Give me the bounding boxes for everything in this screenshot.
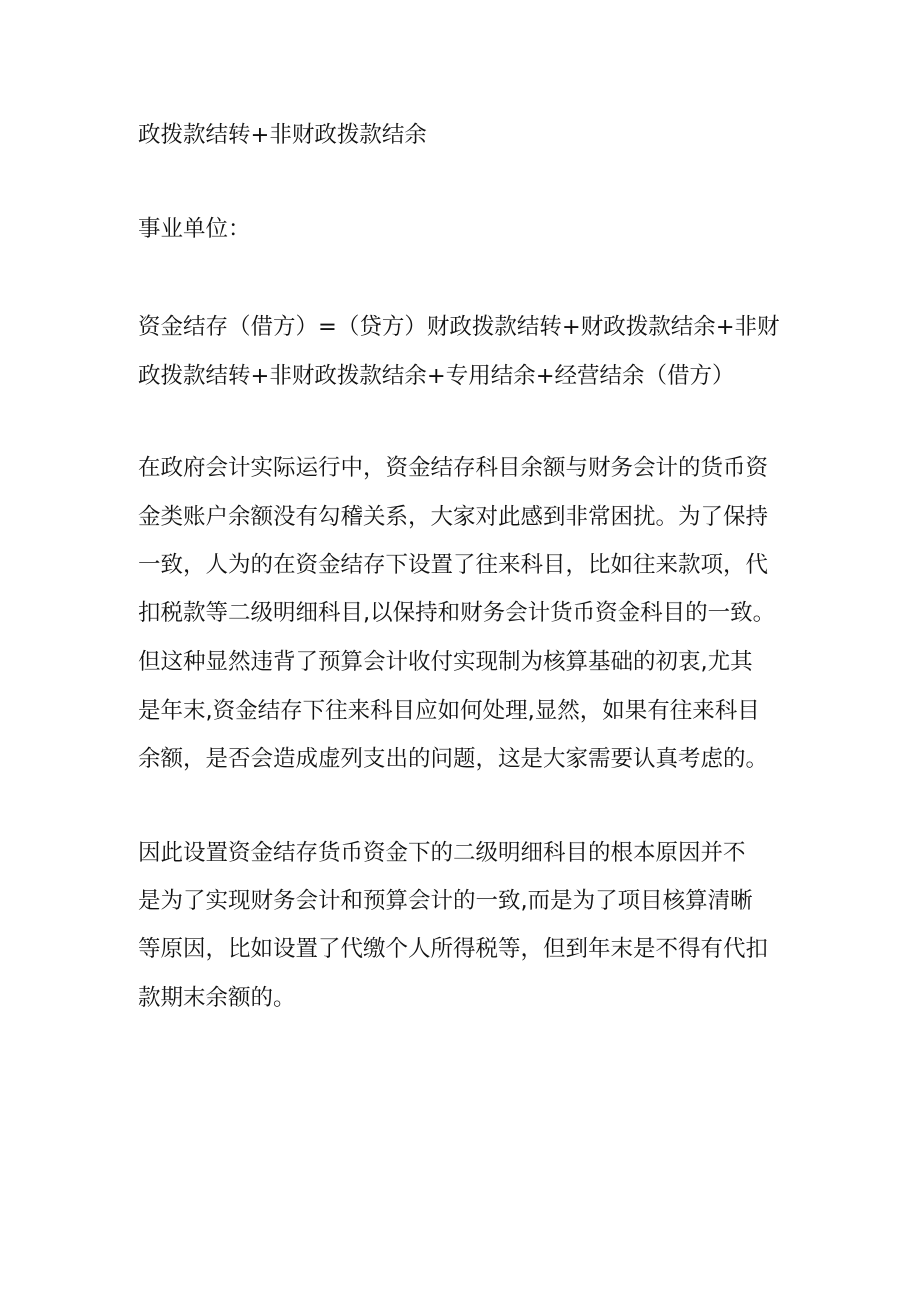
- paragraph-4-line-4: 扣税款等二级明细科目,以保持和财务会计货币资金科目的一致。: [138, 600, 776, 626]
- paragraph-4-line-1: 在政府会计实际运行中，资金结存科目余额与财务会计的货币资: [138, 455, 769, 481]
- paragraph-2-line-1: 事业单位：: [138, 216, 251, 242]
- paragraph-4-line-3: 一致，人为的在资金结存下设置了往来科目，比如往来款项，代: [138, 552, 769, 578]
- paragraph-4-line-2: 金类账户余额没有勾稽关系，大家对此感到非常困扰。为了保持: [138, 504, 769, 530]
- paragraph-3-line-1: 资金结存（借方）=（贷方）财政拨款结转+财政拨款结余+非财: [138, 314, 780, 340]
- paragraph-4-line-5: 但这种显然违背了预算会计收付实现制为核算基础的初衷,尤其: [138, 649, 753, 675]
- paragraph-3-line-2: 政拨款结转+非财政拨款结余+专用结余+经营结余（借方）: [138, 363, 735, 389]
- paragraph-5-line-4: 款期末余额的。: [138, 985, 296, 1011]
- paragraph-5-line-2: 是为了实现财务会计和预算会计的一致,而是为了项目核算清晰: [138, 888, 753, 914]
- paragraph-5-line-1: 因此设置资金结存货币资金下的二级明细科目的根本原因并不: [138, 840, 746, 866]
- paragraph-4-line-6: 是年末,资金结存下往来科目应如何处理,显然，如果有往来科目: [138, 698, 760, 724]
- paragraph-4-line-7: 余额，是否会造成虚列支出的问题，这是大家需要认真考虑的。: [138, 746, 769, 772]
- paragraph-5-line-3: 等原因，比如设置了代缴个人所得税等，但到年末是不得有代扣: [138, 936, 769, 962]
- paragraph-1-line-1: 政拨款结转+非财政拨款结余: [138, 122, 427, 148]
